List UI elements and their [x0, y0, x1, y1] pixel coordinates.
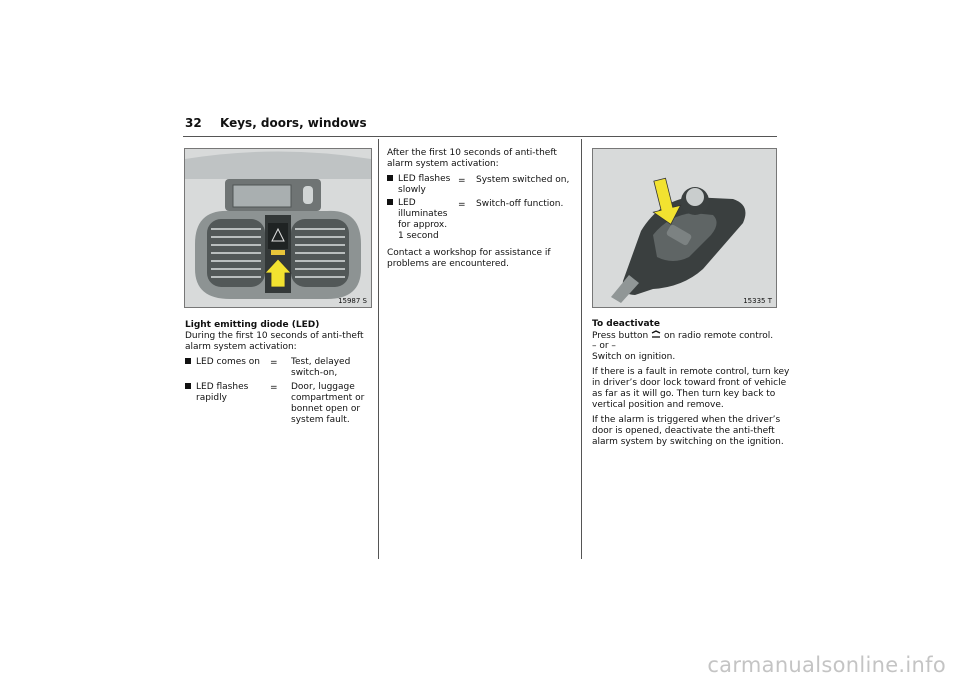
equals-sign: = [458, 176, 466, 186]
remote-key-figure [592, 148, 777, 308]
contact-line: problems are encountered. [387, 259, 509, 269]
led-row-term: rapidly [196, 393, 227, 403]
led-row-desc: Test, delayed [291, 357, 351, 367]
after-intro-line: alarm system activation: [387, 159, 499, 169]
figure-id: 15987 S [338, 297, 367, 305]
led-row-term: LED flashes [185, 382, 248, 393]
section-title: Keys, doors, windows [220, 116, 367, 130]
led-row-desc: system fault. [291, 415, 350, 425]
fault-line: vertical position and remove. [592, 400, 724, 410]
after-intro-line: After the first 10 seconds of anti-theft [387, 148, 557, 158]
press-text: on radio remote control. [663, 331, 774, 341]
press-text: Press button [592, 331, 649, 341]
after-row-term: 1 second [398, 231, 439, 241]
fault-line: If there is a fault in remote control, turn key [592, 367, 790, 377]
header-rule [183, 136, 777, 137]
led-intro-line: alarm system activation: [185, 342, 297, 352]
led-heading: Light emitting diode (LED) [185, 320, 320, 330]
led-row-desc: compartment or [291, 393, 365, 403]
equals-sign: = [270, 383, 278, 393]
led-row-desc: bonnet open or [291, 404, 361, 414]
fault-line: in driver’s door lock toward front of vehicle [592, 378, 787, 388]
dashboard-illustration [185, 149, 371, 307]
page-number: 32 [185, 116, 202, 130]
after-row-term: for approx. [398, 220, 448, 230]
after-row-term: illuminates [398, 209, 448, 219]
ignition-line: Switch on ignition. [592, 352, 676, 362]
remote-key-illustration [593, 149, 776, 307]
column-divider-1 [378, 139, 379, 559]
triggered-line: door is opened, deactivate the anti-theft [592, 426, 775, 436]
led-row-desc: Door, luggage [291, 382, 355, 392]
column-divider-2 [581, 139, 582, 559]
or-separator: – or – [592, 341, 616, 351]
after-row-term: LED [387, 198, 416, 209]
unlock-icon [651, 330, 661, 339]
deactivate-heading: To deactivate [592, 319, 660, 329]
watermark-text: carmanualsonline.info [707, 653, 946, 677]
equals-sign: = [270, 358, 278, 368]
after-row-desc: Switch-off function. [476, 199, 564, 209]
led-intro-line: During the first 10 seconds of anti-theft [185, 331, 364, 341]
triggered-line: If the alarm is triggered when the driver’s [592, 415, 781, 425]
dashboard-led-figure [184, 148, 372, 308]
after-row-term: LED flashes [387, 174, 450, 185]
deactivate-press-line [592, 330, 773, 342]
led-row-desc: switch-on, [291, 368, 338, 378]
triggered-line: alarm system by switching on the ignition. [592, 437, 784, 447]
equals-sign: = [458, 200, 466, 210]
contact-line: Contact a workshop for assistance if [387, 248, 551, 258]
led-row-term: LED comes on [185, 357, 260, 368]
figure-id: 15335 T [743, 297, 772, 305]
after-row-term: slowly [398, 185, 426, 195]
fault-line: as far as it will go. Then turn key back to [592, 389, 776, 399]
after-row-desc: System switched on, [476, 175, 570, 185]
